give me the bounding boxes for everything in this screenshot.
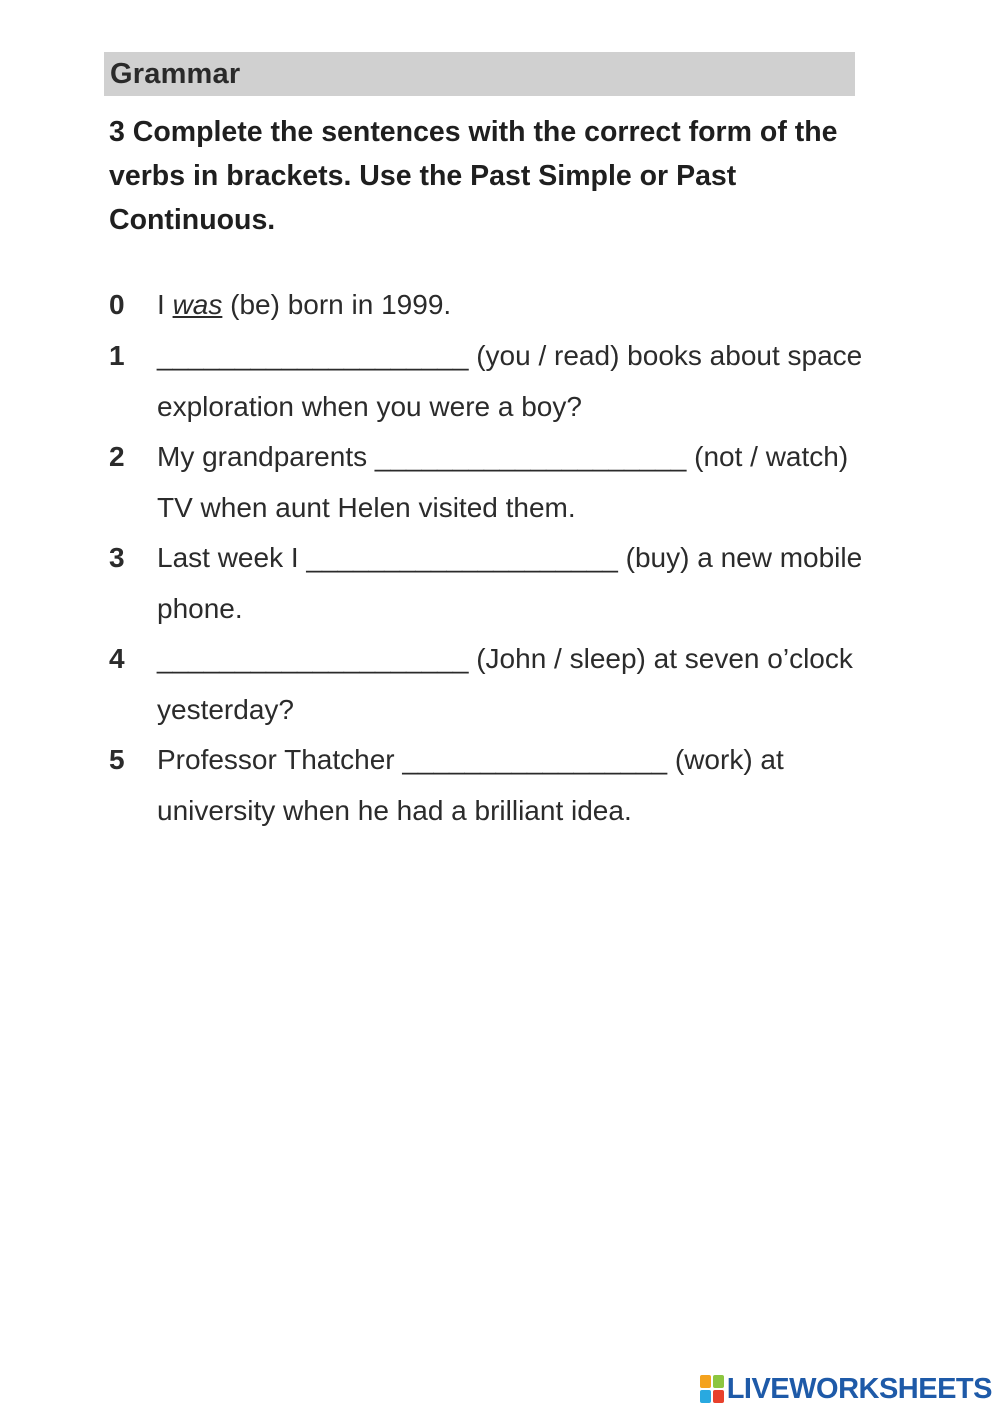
- answer-blank[interactable]: ____________________: [157, 340, 469, 371]
- answer-blank[interactable]: ____________________: [157, 643, 469, 674]
- example-answer: was: [172, 289, 223, 320]
- answer-blank[interactable]: _________________: [402, 744, 668, 775]
- exercise-item-2: [109, 432, 889, 533]
- exercise-instructions: 3 Complete the sentences with the correct form of the verbs in brackets. Use the Past Simple or Past Continuous.: [109, 116, 838, 236]
- exercise-item-1: [109, 331, 889, 432]
- item-number: 4: [109, 643, 125, 674]
- logo-icon: [700, 1375, 724, 1403]
- logo-text: LIVEWORKSHEETS: [726, 1372, 992, 1405]
- item-number: 3: [109, 542, 125, 573]
- exercise-item-3: [109, 533, 889, 634]
- item-text: Professor Thatcher _________________ (work) at university when he had a brilliant idea.: [157, 744, 784, 826]
- answer-blank[interactable]: ____________________: [374, 441, 687, 472]
- item-number: 2: [109, 441, 125, 472]
- section-header: [104, 52, 855, 96]
- item-text: I was (be) born in 1999.: [157, 289, 452, 320]
- item-text: Last week I ____________________ (buy) a new mobile phone.: [157, 542, 863, 624]
- exercise-item-5: [109, 735, 889, 836]
- item-number: 0: [109, 289, 125, 320]
- item-number: 5: [109, 744, 125, 775]
- answer-blank[interactable]: ____________________: [306, 542, 618, 573]
- liveworksheets-logo: [700, 1369, 992, 1409]
- item-number: 1: [109, 340, 125, 371]
- item-text: ____________________ (you / read) books about space exploration when you were a boy?: [157, 340, 863, 422]
- item-text: ____________________ (John / sleep) at seven o’clock yesterday?: [157, 643, 853, 725]
- item-text: My grandparents ____________________ (not / watch) TV when aunt Helen visited them.: [157, 441, 849, 523]
- exercise-item-4: [109, 634, 889, 735]
- section-title: Grammar: [110, 58, 241, 90]
- exercise-item-0: [109, 280, 889, 331]
